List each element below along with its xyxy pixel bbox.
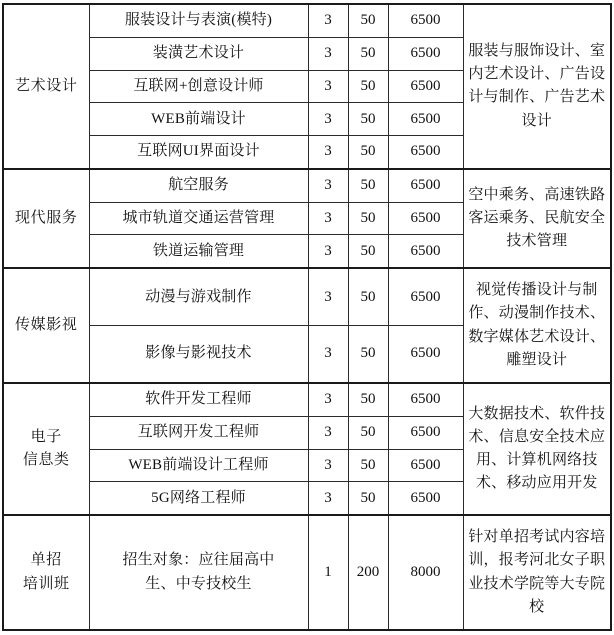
enrollment-quota-cell: 50 [348, 202, 388, 235]
study-years-cell: 3 [308, 136, 348, 169]
tuition-fee-cell: 8000 [388, 515, 463, 630]
major-name-cell: 互联网+创意设计师 [89, 70, 308, 103]
table-row [3, 169, 611, 202]
category-cell [3, 515, 89, 630]
enrollment-quota-cell: 50 [348, 169, 388, 202]
category-cell [3, 268, 89, 383]
direction-description-cell: 针对单招考试内容培训，报考河北女子职业技术学院等大专院校 [463, 515, 611, 630]
table-row [3, 4, 611, 37]
major-name-cell: WEB前端设计工程师 [89, 449, 308, 482]
major-name-cell: WEB前端设计 [89, 103, 308, 136]
tuition-fee-cell: 6500 [388, 202, 463, 235]
enrollment-quota-cell: 50 [348, 416, 388, 449]
study-years-cell: 3 [308, 70, 348, 103]
tuition-fee-cell: 6500 [388, 235, 463, 268]
study-years-cell: 3 [308, 103, 348, 136]
enrollment-quota-cell: 50 [348, 4, 388, 37]
study-years-cell: 3 [308, 416, 348, 449]
major-name-cell: 服装设计与表演(模特) [89, 4, 308, 37]
enrollment-quota-cell: 50 [348, 103, 388, 136]
category-label-line: 传媒影视 [15, 317, 78, 333]
enrollment-quota-cell: 50 [348, 136, 388, 169]
enrollment-quota-cell: 50 [348, 383, 388, 416]
enrollment-quota-cell: 50 [348, 37, 388, 70]
major-name-cell: 互联网UI界面设计 [89, 136, 308, 169]
study-years-cell: 3 [308, 383, 348, 416]
direction-description-cell: 大数据技术、软件技术、信息安全技术应用、计算机网络技术、移动应用开发 [463, 383, 611, 515]
category-cell [3, 4, 89, 169]
study-years-cell: 3 [308, 449, 348, 482]
enrollment-quota-cell: 50 [348, 268, 388, 325]
major-name-line: 生、中专技校生 [145, 575, 252, 592]
tuition-fee-cell: 6500 [388, 136, 463, 169]
major-name-cell: 5G网络工程师 [89, 482, 308, 515]
table-row [3, 515, 611, 630]
enrollment-quota-cell: 50 [348, 482, 388, 515]
study-years-cell: 3 [308, 326, 348, 383]
study-years-cell: 3 [308, 235, 348, 268]
category-label-line: 电子 [30, 428, 62, 445]
table-row [3, 383, 611, 416]
category-cell [3, 383, 89, 515]
category-cell [3, 169, 89, 268]
major-name-cell: 影像与影视技术 [89, 326, 308, 383]
major-name-cell: 航空服务 [89, 169, 308, 202]
table-body [3, 4, 611, 630]
study-years-cell: 1 [308, 515, 348, 630]
enrollment-quota-cell: 50 [348, 449, 388, 482]
study-years-cell: 3 [308, 482, 348, 515]
tuition-fee-cell: 6500 [388, 268, 463, 325]
category-label-line: 单招 [30, 552, 62, 569]
enrollment-quota-cell: 50 [348, 326, 388, 383]
enrollment-quota-cell: 200 [348, 515, 388, 630]
category-label-line: 培训班 [22, 575, 70, 592]
major-name-cell: 城市轨道交通运营管理 [89, 202, 308, 235]
category-label-line: 信息类 [22, 452, 70, 469]
major-name-cell: 软件开发工程师 [89, 383, 308, 416]
major-name-cell: 铁道运输管理 [89, 235, 308, 268]
tuition-fee-cell: 6500 [388, 103, 463, 136]
major-name-cell: 互联网开发工程师 [89, 416, 308, 449]
major-name-line: 招生对象：应往届高中 [122, 552, 275, 569]
study-years-cell: 3 [308, 268, 348, 325]
category-label-line: 艺术设计 [15, 77, 78, 94]
study-years-cell: 3 [308, 37, 348, 70]
enrollment-quota-cell: 50 [348, 235, 388, 268]
direction-description-cell: 服装与服饰设计、室内艺术设计、广告设计与制作、广告艺术设计 [463, 4, 611, 169]
tuition-fee-cell: 6500 [388, 4, 463, 37]
study-years-cell: 3 [308, 169, 348, 202]
direction-description-cell: 视觉传播设计与制作、动漫制作技术、数字媒体艺术设计、雕塑设计 [463, 268, 611, 383]
major-name-cell: 装潢艺术设计 [89, 37, 308, 70]
tuition-fee-cell: 6500 [388, 416, 463, 449]
direction-description-cell: 空中乘务、高速铁路客运乘务、民航安全技术管理 [463, 169, 611, 268]
tuition-fee-cell: 6500 [388, 449, 463, 482]
tuition-fee-cell: 6500 [388, 70, 463, 103]
category-label-line: 现代服务 [15, 209, 78, 226]
tuition-fee-cell: 6500 [388, 482, 463, 515]
tuition-fee-cell: 6500 [388, 169, 463, 202]
tuition-fee-cell: 6500 [388, 383, 463, 416]
major-name-cell: 动漫与游戏制作 [89, 268, 308, 325]
study-years-cell: 3 [308, 4, 348, 37]
enrollment-quota-cell: 50 [348, 70, 388, 103]
tuition-fee-cell: 6500 [388, 37, 463, 70]
table-row [3, 268, 611, 325]
major-name-cell [89, 515, 308, 630]
tuition-fee-cell: 6500 [388, 326, 463, 383]
major-plan-table [2, 3, 612, 631]
study-years-cell: 3 [308, 202, 348, 235]
